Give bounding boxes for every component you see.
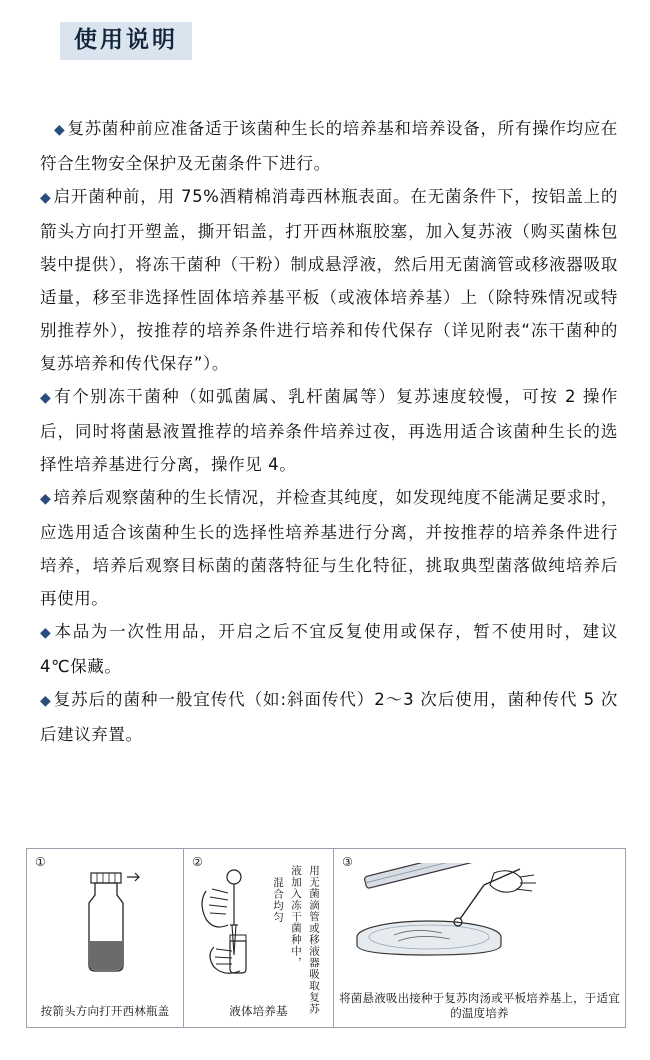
instruction-paragraph-text: 启开菌种前，用 75%酒精棉消毒西林瓶表面。在无菌条件下，按铝盖上的箭头方向打开塑盖，撕开铝盖，打开西林瓶胶塞，加入复苏液（购买菌株包装中提供），将冻干菌种（干粉）制成悬浮液，然后用无菌滴管或移液器吸取适量，移至非选择性固体培养基平板（或液体培养基）上（除特殊情况或特别推荐外），按推荐的培养条件进行培养和传代保存（详见附表“冻干菌种的复苏培养和传代保存”）。 [40, 187, 618, 373]
figure-number: ③ [342, 855, 353, 869]
figure-number: ① [35, 855, 46, 869]
instruction-paragraph [40, 615, 618, 683]
page-title-wrapper [60, 22, 192, 60]
instruction-paragraph [40, 112, 618, 180]
instruction-paragraph-text: 有个别冻干菌种（如弧菌属、乳杆菌属等）复苏速度较慢，可按 2 操作后，同时将菌悬液置推荐的培养条件培养过夜，再选用适合该菌种生长的选择性培养基进行分离，操作见 4。 [40, 387, 618, 474]
figure-vertical-note: 液加入冻干菌种中， [290, 865, 302, 969]
instruction-paragraph [40, 683, 618, 751]
instruction-paragraph [40, 481, 618, 615]
vial-bottle-icon [27, 863, 183, 981]
petri-dish-inoculation-icon [334, 863, 625, 981]
instruction-paragraph-text: 复苏后的菌种一般宜传代（如:斜面传代）2～3 次后使用，菌种传代 5 次后建议弃置。 [40, 690, 618, 744]
diamond-bullet-icon: ◆ [40, 693, 52, 709]
page-title: 使用说明 [60, 22, 192, 60]
instruction-paragraph-text: 培养后观察菌种的生长情况，并检查其纯度，如发现纯度不能满足要求时，应选用适合该菌种生长的选择性培养基进行分离，并按推荐的培养条件进行培养，培养后观察目标菌的菌落特征与生化特征，挑取典型菌落做纯培养后再使用。 [40, 488, 618, 608]
instruction-paragraph [40, 180, 618, 380]
instruction-paragraph-text: 复苏菌种前应准备适于该菌种生长的培养基和培养设备，所有操作均应在符合生物安全保护及无菌条件下进行。 [40, 119, 618, 173]
diamond-bullet-icon: ◆ [40, 390, 53, 406]
diamond-bullet-icon: ◆ [40, 491, 52, 507]
figure-step-3 [334, 849, 625, 1027]
figure-step-1 [27, 849, 184, 1027]
figure-caption: 按箭头方向打开西林瓶盖 [40, 1004, 170, 1018]
diamond-bullet-icon: ◆ [40, 190, 52, 206]
figure-vertical-note: 混合均匀 [272, 877, 284, 923]
figure-vertical-note: 用无菌滴管或移液器吸取复苏 [308, 865, 320, 1015]
instruction-paragraph-text: 本品为一次性用品，开启之后不宜反复使用或保存，暂不使用时，建议 4℃保藏。 [40, 622, 618, 676]
figure-caption: 将菌悬液吸出接种于复苏肉汤或平板培养基上，于适宜的温度培养 [339, 991, 620, 1020]
figure-caption: 液体培养基 [229, 1004, 288, 1018]
diamond-bullet-icon: ◆ [40, 625, 53, 641]
instructions-body [40, 112, 618, 751]
diamond-bullet-icon: ◆ [54, 122, 66, 138]
figure-number: ② [192, 855, 203, 869]
instruction-paragraph [40, 380, 618, 481]
figure-step-2 [184, 849, 334, 1027]
figure-strip [26, 848, 626, 1028]
